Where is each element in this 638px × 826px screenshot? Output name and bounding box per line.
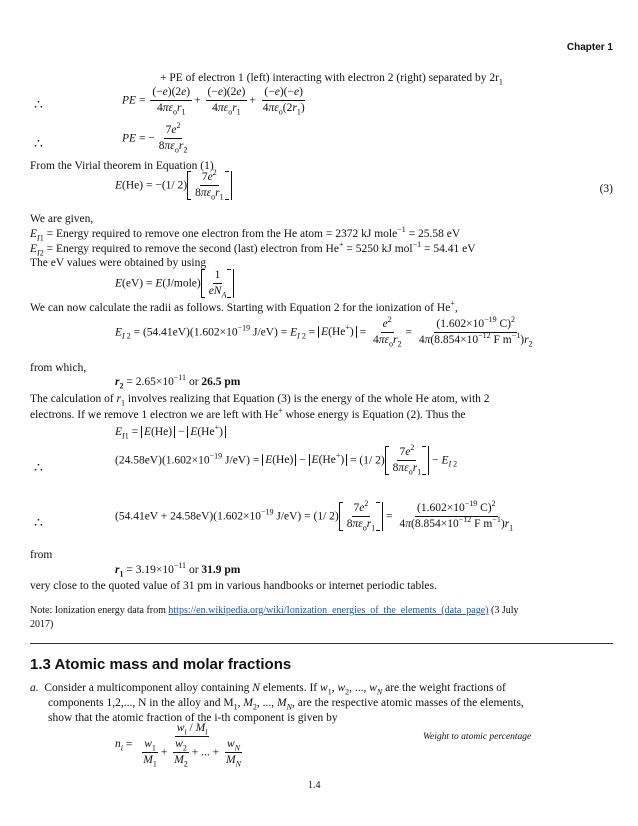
virial-intro: From the Virial theorem in Equation (1) bbox=[30, 160, 214, 172]
item-a-line-1: a. Consider a multicomponent alloy containing N elements. If $w_1$, $w_2$, ..., $w_N$ are the weight fractions of bbox=[30, 682, 506, 697]
calc-r1-line-2: electrons. If we remove 1 electron we are left with He+ whose energy is Equation (2). Thus the bbox=[30, 406, 466, 421]
item-a-line-3: show that the atomic fraction of the i-th component is given by bbox=[48, 712, 338, 724]
equation-3-label: (3) bbox=[599, 183, 613, 195]
ev-obtained-line: The eV values were obtained by using bbox=[30, 257, 207, 269]
ei1-line: $E_{I1}$ = Energy required to remove one electron from the He atom = 2372 kJ mole$^{-1}$ = 25.58 eV bbox=[30, 225, 461, 243]
ev-conversion-equation: E(eV) = E(J/mole) $\frac{1}{eN_A}$ bbox=[115, 269, 234, 298]
r1-solve-equation: $(54.41eV + 24.58eV)(1.602\times 10^{-19}$ J/eV) = (1/ 2) $\frac{7e^2}{8\pi\varepsilon_or_1}$ = $\frac{(1.602\times 10^{-19} C)^2}{4\pi(8.854\times 10^{-12} F m^{-1})r_1}$ bbox=[115, 499, 514, 533]
item-a-line-2: components 1,2,..., N in the alloy and $M_1$, $M_2$, ..., $M_N$, are the respective atomic masses of the elements, bbox=[48, 697, 524, 712]
r1-result: $r_1 = 3.19\times 10^{-11}$ or 31.9 pm bbox=[115, 561, 241, 579]
pe-equation-2: PE = − $\frac{7e^2}{8\pi\varepsilon_or_2}$ bbox=[122, 121, 188, 155]
equation-3: E(He) = −(1/ 2) $\frac{7e^2}{8\pi\varepsilon_or_1}$ bbox=[115, 171, 232, 200]
wikipedia-link[interactable]: https://en.wikipedia.org/wiki/Ionization_energies_of_the_elements_(data_page) bbox=[168, 605, 489, 616]
r2-result: $r_2 = 2.65\times 10^{-11}$ or 26.5 pm bbox=[115, 373, 241, 391]
calc-r1-line-1: The calculation of $r_1$ involves realizing that Equation (3) is the energy of the whole He atom, with 2 bbox=[30, 393, 490, 408]
ei1-numeric-equation: $(24.58eV)(1.602\times 10^{-19}$ J/eV) = E(He) − E(He+) = (1/ 2) $\frac{7e^2}{8\pi\varepsilon_or_1}$ − $E_{I 2}$ bbox=[115, 443, 458, 477]
from-line: from bbox=[30, 549, 53, 561]
therefore-symbol: ∴ bbox=[34, 98, 43, 113]
ei1-difference-equation: $E_{I1} = E(He) - E(He^+)$ bbox=[115, 426, 226, 438]
ei2-line: $E_{I2}$ = Energy required to remove the second (last) electron from He+ = 5250 kJ mol$^{-1}$ = 54.41 eV bbox=[30, 240, 476, 258]
ei2-equation: $E_{I 2} = (54.41eV)(1.602\times 10^{-19}$ $J/eV) = E_{I 2} = E(He^+)$ = $\frac{e^2}{4\pi\varepsilon_or_2}$ = $\frac{(1.602\times 10^{-19} C)^2}{4\pi(8.854\times 10^{-12} F m^{-1})r_2}$ bbox=[115, 315, 533, 349]
therefore-symbol: ∴ bbox=[34, 516, 43, 531]
pe-equation-1: PE = $\frac{(-e)(2e)}{4\pi\varepsilon_or_1}$ + $\frac{(-e)(2e)}{4\pi\varepsilon_or_1}$ + $\frac{(-e)(-e)}{4\pi\varepsilon_o(2r_1)}$ bbox=[122, 86, 305, 117]
section-divider bbox=[30, 643, 613, 644]
radii-intro: We can now calculate the radii as follows. Starting with Equation 2 for the ionization of He+, bbox=[30, 299, 458, 314]
section-title: 1.3 Atomic mass and molar fractions bbox=[30, 656, 292, 673]
note-line-2: 2017) bbox=[30, 619, 54, 630]
chapter-header: Chapter 1 bbox=[566, 42, 613, 53]
side-note: Weight to atomic percentage bbox=[423, 732, 532, 742]
from-which: from which, bbox=[30, 362, 87, 374]
note-line: Note: Ionization energy data from https://en.wikipedia.org/wiki/Ionization_energies_of_the_elements_(data_page) (3 July bbox=[30, 605, 519, 616]
atomic-fraction-equation: $n_i$ = $w_i / M_i$ $\frac{w_1}{M_1}$ + $\frac{w_2}{M_2}$ + ... + $\frac{w_N}{M_N}$ bbox=[115, 722, 241, 769]
close-value-line: very close to the quoted value of 31 pm in various handbooks or internet periodic tables. bbox=[30, 580, 437, 592]
given-line: We are given, bbox=[30, 213, 94, 225]
pe-intro-line: + PE of electron 1 (left) interacting with electron 2 (right) separated by $2r_1$ bbox=[160, 72, 503, 87]
therefore-symbol: ∴ bbox=[34, 461, 43, 476]
page-number: 1.4 bbox=[308, 780, 321, 791]
therefore-symbol: ∴ bbox=[34, 137, 43, 152]
